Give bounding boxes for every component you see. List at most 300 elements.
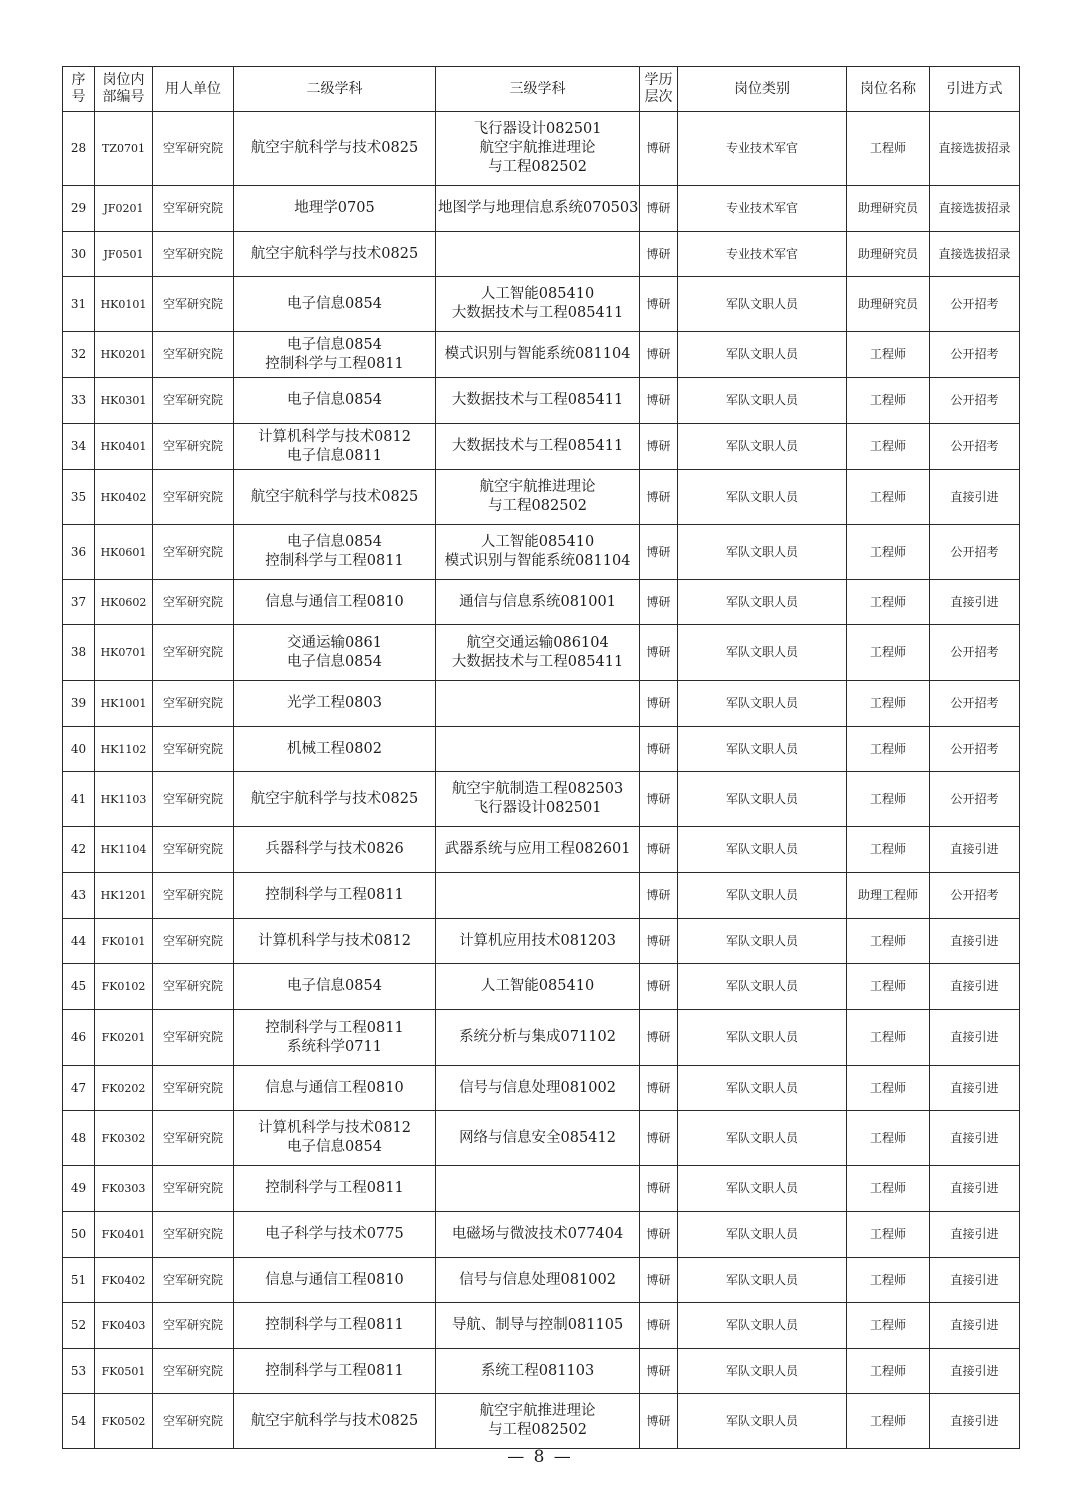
cell-unit: 空军研究院 [153, 470, 234, 525]
cell-degree: 博研 [640, 964, 678, 1010]
recruitment-table [62, 66, 1020, 1449]
cell-degree: 博研 [640, 727, 678, 772]
cell-subject2-line: 控制科学与工程0811 [265, 1362, 404, 1379]
cell-code: HK0402 [95, 470, 153, 525]
cell-degree: 博研 [640, 332, 678, 378]
cell-method: 直接引进 [930, 1349, 1020, 1394]
cell-category: 军队文职人员 [678, 1303, 847, 1349]
cell-subject3-line: 地图学与地理信息系统070503 [438, 200, 639, 216]
cell-subject3-line: 通信与信息系统081001 [459, 593, 616, 610]
cell-category: 军队文职人员 [678, 378, 847, 424]
cell-degree: 博研 [640, 1066, 678, 1111]
table-row [63, 727, 1020, 772]
table-row [63, 277, 1020, 332]
cell-subject3-line: 航空宇航制造工程082503 [451, 781, 624, 797]
cell-name: 助理工程师 [847, 873, 930, 919]
cell-category: 军队文职人员 [678, 470, 847, 525]
cell-subject2-line: 航空宇航科学与技术0825 [250, 245, 419, 262]
cell-subject3 [436, 772, 640, 827]
cell-subject2-line: 航空宇航科学与技术0825 [250, 1412, 419, 1429]
cell-degree: 博研 [640, 1111, 678, 1166]
cell-code: HK1001 [95, 681, 153, 727]
cell-code: HK0401 [95, 424, 153, 470]
cell-unit: 空军研究院 [153, 919, 234, 964]
table-row [63, 186, 1020, 232]
cell-method: 直接引进 [930, 470, 1020, 525]
table-row [63, 1258, 1020, 1303]
cell-subject2-line: 电子信息0811 [287, 447, 382, 464]
cell-code: FK0102 [95, 964, 153, 1010]
cell-subject2-line: 航空宇航科学与技术0825 [250, 790, 419, 807]
cell-method: 直接引进 [930, 1066, 1020, 1111]
cell-unit: 空军研究院 [153, 827, 234, 873]
cell-subject3 [436, 277, 640, 332]
cell-subject2-line: 地理学0705 [294, 200, 375, 216]
cell-seq: 32 [63, 332, 95, 378]
table-row [63, 1349, 1020, 1394]
cell-subject3-line: 导航、制导与控制081105 [451, 1317, 624, 1333]
cell-subject2-line: 电子信息0854 [287, 978, 382, 994]
cell-subject3-line: 大数据技术与工程085411 [451, 392, 624, 408]
cell-category: 专业技术军官 [678, 232, 847, 277]
cell-unit: 空军研究院 [153, 424, 234, 470]
cell-method: 直接引进 [930, 1212, 1020, 1258]
cell-name: 工程师 [847, 332, 930, 378]
cell-subject2 [234, 873, 436, 919]
cell-subject2-line: 控制科学与工程0811 [265, 1180, 404, 1196]
cell-subject3 [436, 1111, 640, 1166]
cell-seq: 42 [63, 827, 95, 873]
header-seq: 序号 [63, 67, 95, 112]
cell-degree: 博研 [640, 112, 678, 186]
cell-subject2 [234, 1066, 436, 1111]
cell-category: 军队文职人员 [678, 1166, 847, 1212]
cell-degree: 博研 [640, 681, 678, 727]
cell-unit: 空军研究院 [153, 873, 234, 919]
cell-subject3 [436, 470, 640, 525]
cell-subject2-line: 兵器科学与技术0826 [265, 841, 404, 857]
cell-subject3-line: 航空宇航推进理论 [479, 140, 596, 156]
table-row [63, 964, 1020, 1010]
cell-code: HK1104 [95, 827, 153, 873]
cell-subject3 [436, 1166, 640, 1212]
cell-name: 工程师 [847, 681, 930, 727]
cell-subject2 [234, 1111, 436, 1166]
cell-subject3 [436, 378, 640, 424]
cell-subject3-line: 航空宇航推进理论 [479, 1403, 596, 1419]
cell-subject3-line: 飞行器设计082501 [473, 800, 602, 816]
header-subject3: 三级学科 [436, 67, 640, 112]
cell-name: 工程师 [847, 919, 930, 964]
cell-subject2 [234, 277, 436, 332]
cell-category: 军队文职人员 [678, 827, 847, 873]
table-row [63, 772, 1020, 827]
cell-code: JF0201 [95, 186, 153, 232]
cell-subject3-line: 信号与信息处理081002 [459, 1271, 616, 1288]
cell-seq: 54 [63, 1394, 95, 1449]
cell-code: HK0601 [95, 525, 153, 580]
cell-degree: 博研 [640, 232, 678, 277]
cell-subject2 [234, 772, 436, 827]
cell-code: HK0602 [95, 580, 153, 625]
cell-subject3-line: 信号与信息处理081002 [459, 1079, 616, 1096]
cell-code: FK0402 [95, 1258, 153, 1303]
cell-method: 直接选拔招录 [930, 186, 1020, 232]
cell-category: 军队文职人员 [678, 1212, 847, 1258]
cell-unit: 空军研究院 [153, 1010, 234, 1066]
table-row [63, 827, 1020, 873]
cell-unit: 空军研究院 [153, 1066, 234, 1111]
cell-category: 军队文职人员 [678, 1349, 847, 1394]
cell-subject2 [234, 1010, 436, 1066]
cell-method: 直接引进 [930, 580, 1020, 625]
cell-code: HK0201 [95, 332, 153, 378]
cell-subject3-line: 人工智能085410 [480, 978, 595, 994]
cell-unit: 空军研究院 [153, 681, 234, 727]
cell-code: HK0101 [95, 277, 153, 332]
cell-name: 助理研究员 [847, 277, 930, 332]
table-row [63, 332, 1020, 378]
table-row [63, 580, 1020, 625]
cell-code: FK0501 [95, 1349, 153, 1394]
cell-unit: 空军研究院 [153, 964, 234, 1010]
cell-unit: 空军研究院 [153, 1111, 234, 1166]
cell-unit: 空军研究院 [153, 1166, 234, 1212]
cell-subject2 [234, 1303, 436, 1349]
cell-subject2-line: 航空宇航科学与技术0825 [250, 140, 419, 156]
cell-code: FK0401 [95, 1212, 153, 1258]
cell-subject2-line: 电子信息0854 [287, 653, 382, 670]
cell-category: 军队文职人员 [678, 681, 847, 727]
cell-subject3 [436, 186, 640, 232]
table-row [63, 525, 1020, 580]
cell-subject2 [234, 1166, 436, 1212]
cell-subject3-line: 系统工程081103 [480, 1362, 595, 1379]
table-row [63, 232, 1020, 277]
cell-subject2 [234, 964, 436, 1010]
cell-category: 专业技术军官 [678, 112, 847, 186]
cell-name: 工程师 [847, 1349, 930, 1394]
cell-subject2-line: 电子信息0854 [287, 295, 382, 312]
cell-category: 军队文职人员 [678, 1066, 847, 1111]
cell-subject2 [234, 681, 436, 727]
cell-seq: 46 [63, 1010, 95, 1066]
cell-code: JF0501 [95, 232, 153, 277]
cell-seq: 36 [63, 525, 95, 580]
cell-subject3 [436, 1258, 640, 1303]
cell-method: 直接引进 [930, 1111, 1020, 1166]
cell-subject3-line: 武器系统与应用工程082601 [444, 841, 631, 857]
cell-seq: 29 [63, 186, 95, 232]
cell-degree: 博研 [640, 1166, 678, 1212]
cell-subject3 [436, 964, 640, 1010]
cell-name: 工程师 [847, 727, 930, 772]
cell-seq: 31 [63, 277, 95, 332]
cell-category: 军队文职人员 [678, 964, 847, 1010]
cell-category: 军队文职人员 [678, 1258, 847, 1303]
table-row [63, 1066, 1020, 1111]
cell-subject2 [234, 232, 436, 277]
cell-name: 工程师 [847, 964, 930, 1010]
cell-subject3 [436, 525, 640, 580]
cell-name: 工程师 [847, 580, 930, 625]
cell-subject2-line: 计算机科学与技术0812 [258, 1120, 411, 1136]
cell-subject3-line: 模式识别与智能系统081104 [444, 553, 631, 569]
cell-subject3-line: 大数据技术与工程085411 [451, 438, 624, 454]
cell-name: 工程师 [847, 1303, 930, 1349]
cell-seq: 43 [63, 873, 95, 919]
cell-name: 工程师 [847, 424, 930, 470]
cell-method: 公开招考 [930, 873, 1020, 919]
cell-method: 直接选拔招录 [930, 232, 1020, 277]
cell-category: 军队文职人员 [678, 424, 847, 470]
cell-name: 工程师 [847, 1394, 930, 1449]
cell-method: 公开招考 [930, 277, 1020, 332]
cell-subject3 [436, 1212, 640, 1258]
header-subject2: 二级学科 [234, 67, 436, 112]
cell-seq: 33 [63, 378, 95, 424]
header-category: 岗位类别 [678, 67, 847, 112]
cell-seq: 47 [63, 1066, 95, 1111]
cell-unit: 空军研究院 [153, 186, 234, 232]
cell-name: 工程师 [847, 1066, 930, 1111]
table-row [63, 873, 1020, 919]
cell-seq: 50 [63, 1212, 95, 1258]
cell-seq: 41 [63, 772, 95, 827]
cell-subject2-line: 系统科学0711 [287, 1038, 382, 1055]
cell-category: 专业技术军官 [678, 186, 847, 232]
cell-subject3-line: 网络与信息安全085412 [459, 1129, 616, 1146]
cell-code: HK1103 [95, 772, 153, 827]
table-row [63, 1166, 1020, 1212]
cell-subject3-line: 大数据技术与工程085411 [451, 305, 624, 321]
cell-code: HK0301 [95, 378, 153, 424]
cell-subject3 [436, 112, 640, 186]
cell-unit: 空军研究院 [153, 1303, 234, 1349]
cell-subject3 [436, 424, 640, 470]
cell-name: 工程师 [847, 1212, 930, 1258]
cell-category: 军队文职人员 [678, 580, 847, 625]
cell-name: 助理研究员 [847, 186, 930, 232]
cell-subject2-line: 航空宇航科学与技术0825 [250, 488, 419, 505]
cell-method: 公开招考 [930, 727, 1020, 772]
header-code: 岗位内部编号 [95, 67, 153, 112]
table-row [63, 625, 1020, 681]
cell-subject3-line: 电磁场与微波技术077404 [451, 1226, 624, 1242]
cell-code: FK0201 [95, 1010, 153, 1066]
cell-unit: 空军研究院 [153, 772, 234, 827]
cell-degree: 博研 [640, 827, 678, 873]
cell-code: FK0302 [95, 1111, 153, 1166]
cell-subject2 [234, 470, 436, 525]
cell-subject2-line: 电子信息0854 [287, 534, 382, 550]
cell-degree: 博研 [640, 1258, 678, 1303]
cell-degree: 博研 [640, 1010, 678, 1066]
cell-degree: 博研 [640, 378, 678, 424]
cell-code: HK0701 [95, 625, 153, 681]
table-row [63, 1010, 1020, 1066]
cell-seq: 45 [63, 964, 95, 1010]
cell-code: FK0303 [95, 1166, 153, 1212]
cell-subject3-line: 人工智能085410 [480, 286, 595, 302]
cell-subject3-line: 航空宇航推进理论 [479, 479, 596, 495]
cell-unit: 空军研究院 [153, 1394, 234, 1449]
cell-unit: 空军研究院 [153, 112, 234, 186]
cell-subject3-line: 与工程082502 [488, 159, 587, 175]
table-row [63, 919, 1020, 964]
cell-subject3 [436, 1349, 640, 1394]
cell-subject3-line: 航空交通运输086104 [466, 634, 609, 651]
cell-subject3 [436, 1066, 640, 1111]
cell-method: 直接引进 [930, 1010, 1020, 1066]
cell-subject2-line: 交通运输0861 [287, 634, 382, 651]
cell-subject2 [234, 1349, 436, 1394]
cell-method: 直接引进 [930, 827, 1020, 873]
cell-degree: 博研 [640, 470, 678, 525]
cell-name: 工程师 [847, 625, 930, 681]
cell-subject2-line: 控制科学与工程0811 [265, 1019, 404, 1036]
cell-name: 工程师 [847, 525, 930, 580]
table-row [63, 424, 1020, 470]
cell-subject2-line: 控制科学与工程0811 [265, 1317, 404, 1333]
table-row [63, 1111, 1020, 1166]
cell-name: 工程师 [847, 1258, 930, 1303]
cell-seq: 53 [63, 1349, 95, 1394]
cell-subject2-line: 电子信息0854 [287, 336, 382, 353]
cell-degree: 博研 [640, 625, 678, 681]
cell-name: 工程师 [847, 772, 930, 827]
cell-unit: 空军研究院 [153, 1258, 234, 1303]
cell-name: 工程师 [847, 1111, 930, 1166]
cell-subject3 [436, 919, 640, 964]
table-row [63, 1212, 1020, 1258]
cell-category: 军队文职人员 [678, 625, 847, 681]
header-degree: 学历层次 [640, 67, 678, 112]
cell-subject2 [234, 625, 436, 681]
cell-seq: 51 [63, 1258, 95, 1303]
cell-subject2 [234, 424, 436, 470]
table-row [63, 1303, 1020, 1349]
cell-subject2 [234, 919, 436, 964]
cell-category: 军队文职人员 [678, 727, 847, 772]
cell-code: FK0403 [95, 1303, 153, 1349]
cell-subject3-line: 大数据技术与工程085411 [451, 653, 624, 670]
table-row [63, 681, 1020, 727]
cell-degree: 博研 [640, 772, 678, 827]
cell-subject2 [234, 186, 436, 232]
cell-degree: 博研 [640, 186, 678, 232]
cell-subject2-line: 计算机科学与技术0812 [258, 932, 411, 949]
cell-subject3-line: 模式识别与智能系统081104 [444, 346, 631, 362]
cell-subject3 [436, 681, 640, 727]
cell-degree: 博研 [640, 1303, 678, 1349]
cell-degree: 博研 [640, 919, 678, 964]
page-number: — 8 — [507, 1447, 573, 1467]
table-header-row [63, 67, 1020, 112]
cell-unit: 空军研究院 [153, 727, 234, 772]
cell-method: 直接引进 [930, 1303, 1020, 1349]
cell-method: 直接引进 [930, 1166, 1020, 1212]
cell-code: TZ0701 [95, 112, 153, 186]
cell-name: 工程师 [847, 112, 930, 186]
cell-subject3-line: 系统分析与集成071102 [459, 1029, 616, 1045]
cell-category: 军队文职人员 [678, 919, 847, 964]
cell-unit: 空军研究院 [153, 625, 234, 681]
cell-subject2-line: 信息与通信工程0810 [265, 1079, 404, 1096]
cell-degree: 博研 [640, 873, 678, 919]
cell-method: 公开招考 [930, 681, 1020, 727]
cell-seq: 40 [63, 727, 95, 772]
cell-code: FK0101 [95, 919, 153, 964]
cell-subject3-line: 人工智能085410 [480, 534, 595, 550]
cell-method: 直接引进 [930, 964, 1020, 1010]
cell-method: 公开招考 [930, 424, 1020, 470]
cell-unit: 空军研究院 [153, 1349, 234, 1394]
cell-subject2-line: 光学工程0803 [287, 695, 382, 711]
cell-subject2 [234, 112, 436, 186]
cell-method: 公开招考 [930, 625, 1020, 681]
header-name: 岗位名称 [847, 67, 930, 112]
cell-unit: 空军研究院 [153, 277, 234, 332]
header-method: 引进方式 [930, 67, 1020, 112]
cell-subject2 [234, 580, 436, 625]
cell-name: 工程师 [847, 1166, 930, 1212]
cell-subject3 [436, 232, 640, 277]
cell-subject2-line: 控制科学与工程0811 [265, 355, 404, 372]
cell-subject2-line: 电子信息0854 [287, 392, 382, 408]
cell-unit: 空军研究院 [153, 232, 234, 277]
cell-degree: 博研 [640, 424, 678, 470]
cell-subject2-line: 电子科学与技术0775 [265, 1226, 404, 1242]
cell-seq: 38 [63, 625, 95, 681]
cell-subject2 [234, 378, 436, 424]
cell-subject2 [234, 727, 436, 772]
cell-subject3 [436, 727, 640, 772]
cell-seq: 28 [63, 112, 95, 186]
cell-name: 工程师 [847, 1010, 930, 1066]
cell-subject2 [234, 1394, 436, 1449]
cell-name: 工程师 [847, 378, 930, 424]
cell-unit: 空军研究院 [153, 1212, 234, 1258]
cell-subject3-line: 与工程082502 [488, 498, 587, 514]
cell-code: HK1201 [95, 873, 153, 919]
header-unit: 用人单位 [153, 67, 234, 112]
cell-subject2 [234, 827, 436, 873]
cell-seq: 34 [63, 424, 95, 470]
cell-subject2-line: 信息与通信工程0810 [265, 593, 404, 610]
cell-category: 军队文职人员 [678, 277, 847, 332]
cell-subject3 [436, 1010, 640, 1066]
cell-category: 军队文职人员 [678, 525, 847, 580]
table-body [63, 112, 1020, 1449]
cell-subject3-line: 计算机应用技术081203 [459, 932, 616, 949]
cell-subject2 [234, 525, 436, 580]
cell-seq: 37 [63, 580, 95, 625]
table-row [63, 1394, 1020, 1449]
cell-subject2-line: 信息与通信工程0810 [265, 1271, 404, 1288]
cell-subject2-line: 控制科学与工程0811 [265, 887, 404, 903]
cell-subject2 [234, 1258, 436, 1303]
cell-subject3 [436, 827, 640, 873]
cell-subject3 [436, 1394, 640, 1449]
table-row [63, 112, 1020, 186]
cell-category: 军队文职人员 [678, 772, 847, 827]
cell-method: 直接引进 [930, 919, 1020, 964]
cell-subject2-line: 控制科学与工程0811 [265, 553, 404, 569]
table-row [63, 378, 1020, 424]
cell-seq: 49 [63, 1166, 95, 1212]
cell-category: 军队文职人员 [678, 1010, 847, 1066]
